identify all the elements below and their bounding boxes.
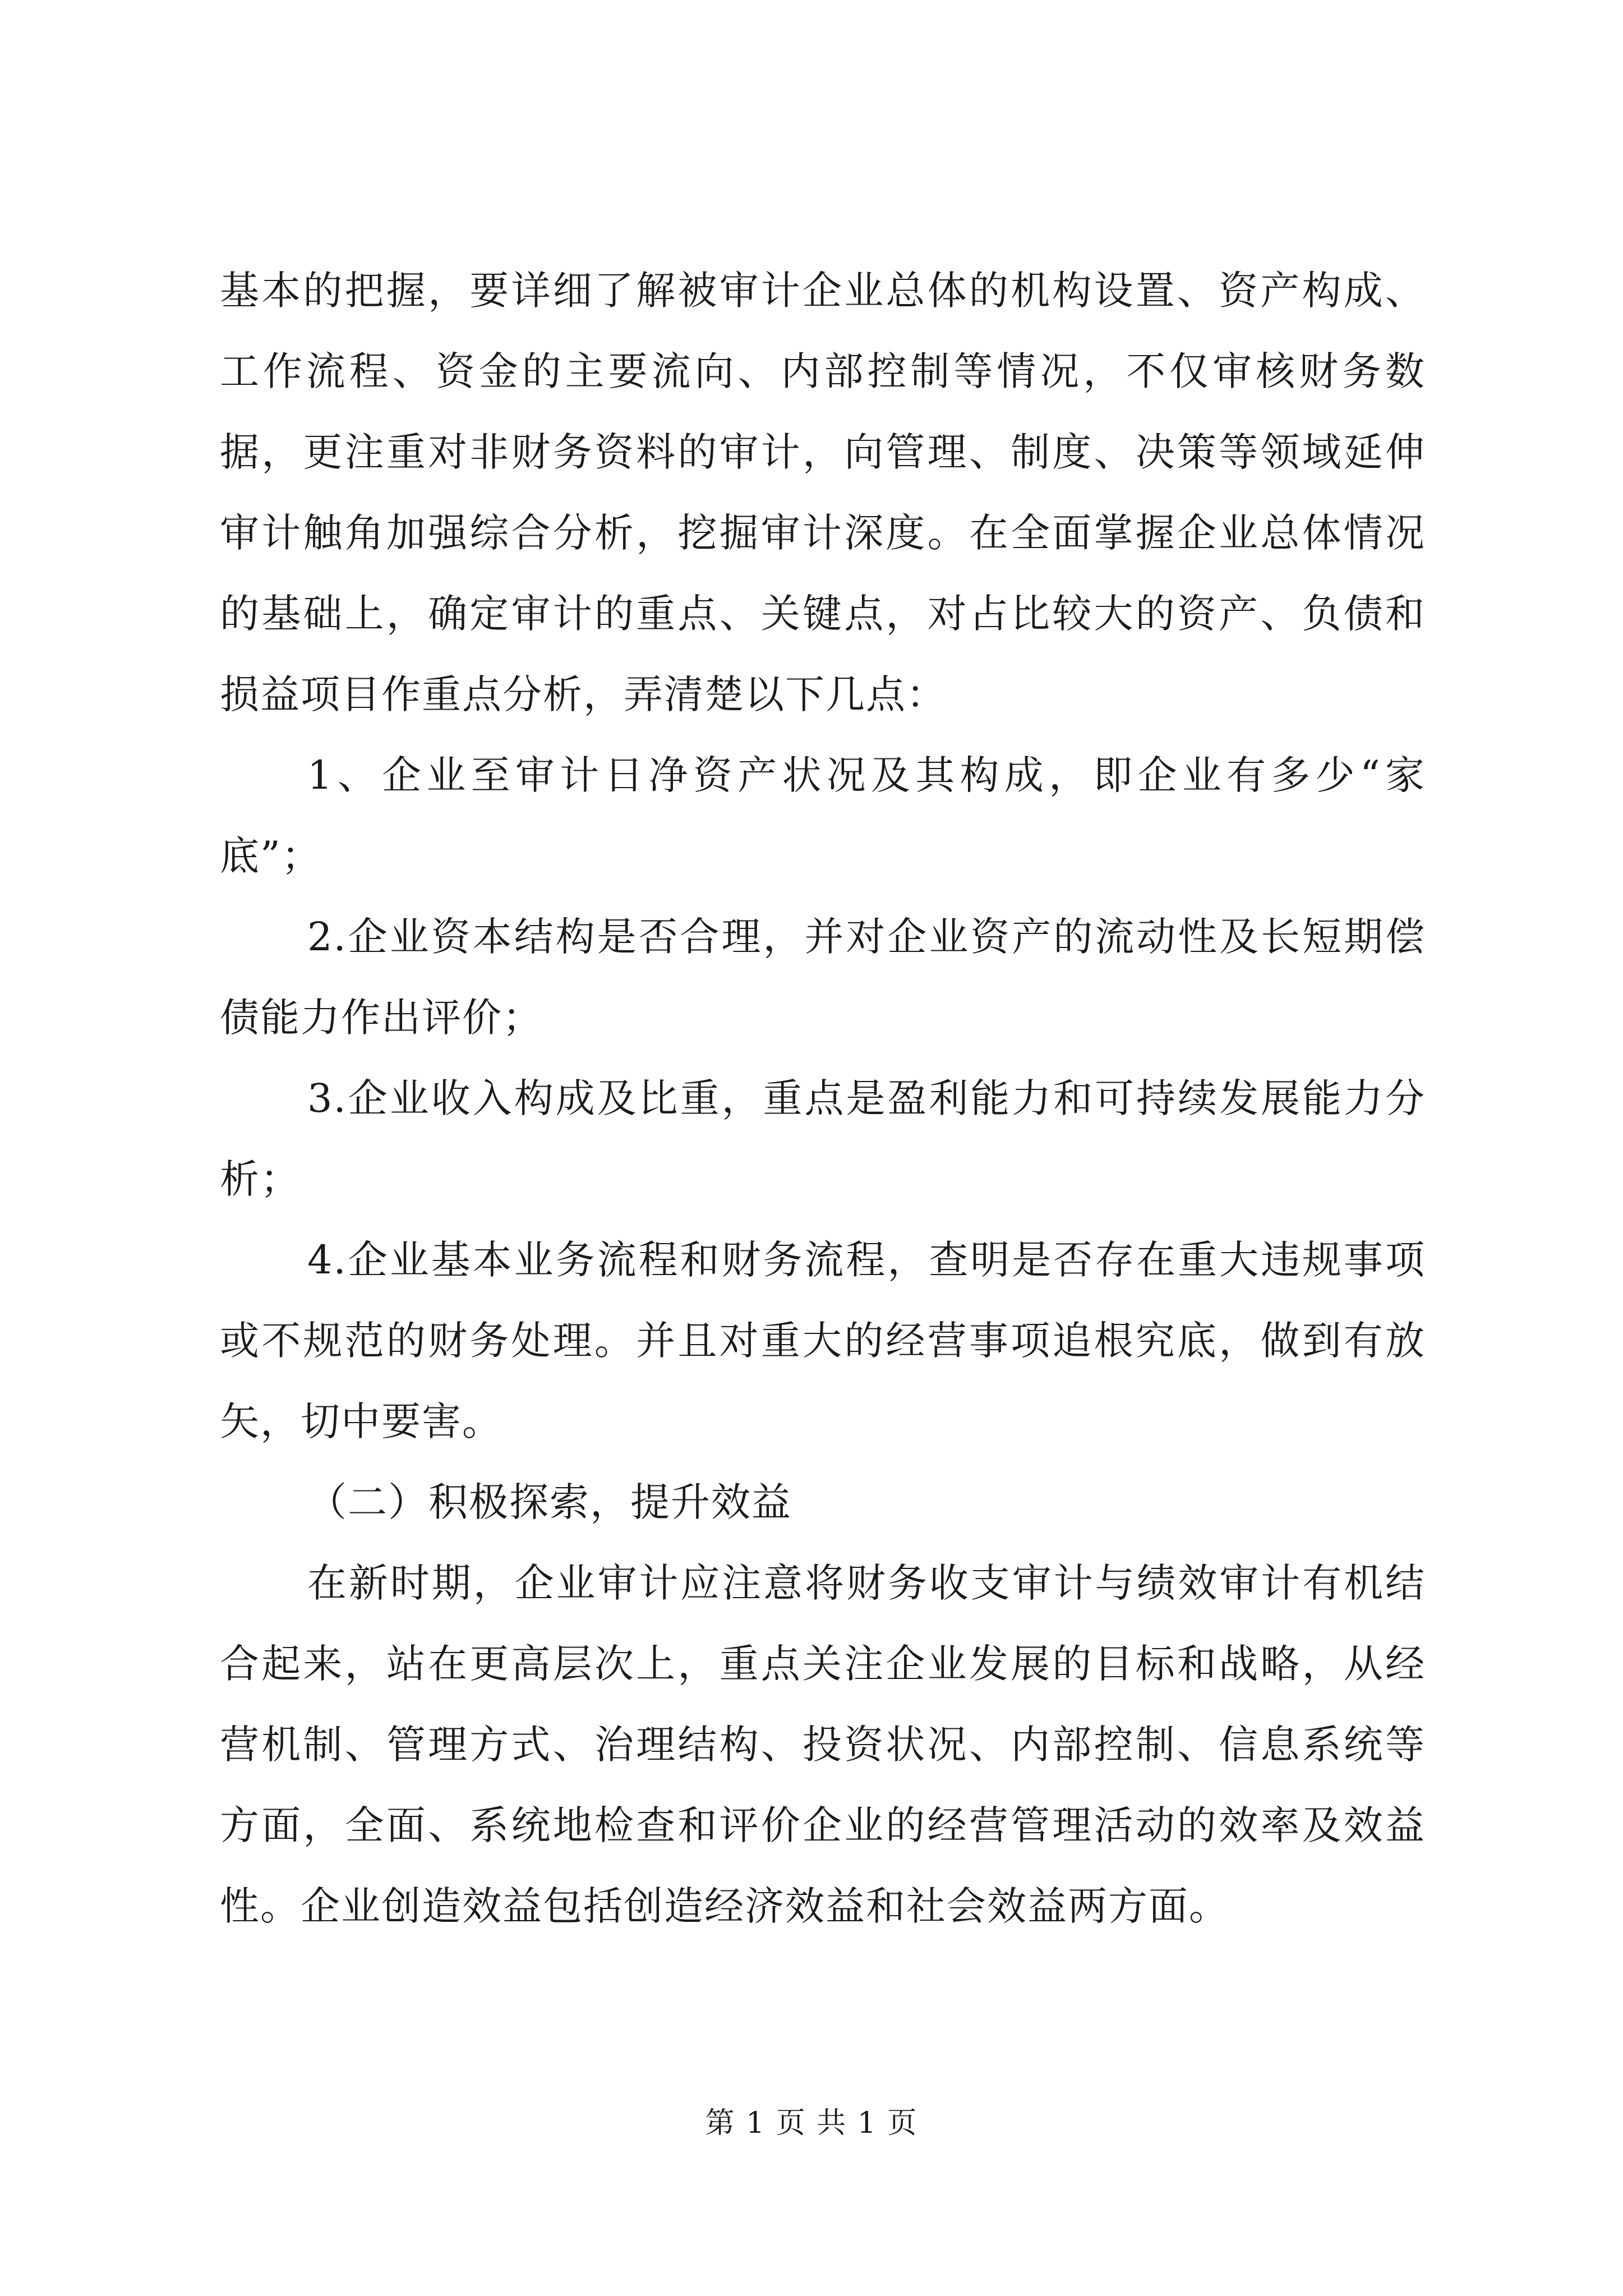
document-body	[220, 250, 1426, 1947]
list-item-2: 2.企业资本结构是否合理，并对企业资产的流动性及长短期偿债能力作出评价；	[220, 914, 1426, 1041]
list-item-1: 1、企业至审计日净资产状况及其构成，即企业有多少“家底”；	[220, 752, 1426, 879]
list-item-4: 4.企业基本业务流程和财务流程，查明是否存在重大违规事项或不规范的财务处理。并且对重大的经营事项追根究底，做到有放矢，切中要害。	[220, 1237, 1426, 1444]
paragraph-intro: 基本的把握，要详细了解被审计企业总体的机构设置、资产构成、工作流程、资金的主要流向、内部控制等情况，不仅审核财务数据，更注重对非财务资料的审计，向管理、制度、决策等领域延伸审计触角加强综合分析，挖掘审计深度。在全面掌握企业总体情况的基础上，确定审计的重点、关键点，对占比较大的资产、负债和损益项目作重点分析，弄清楚以下几点：	[220, 268, 1426, 717]
list-item-3: 3.企业收入构成及比重，重点是盈利能力和可持续发展能力分析；	[220, 1075, 1426, 1202]
page-number-footer: 第 1 页 共 1 页	[705, 2106, 918, 2140]
section-body-paragraph: 在新时期，企业审计应注意将财务收支审计与绩效审计有机结合起来，站在更高层次上，重点关注企业发展的目标和战略，从经营机制、管理方式、治理结构、投资状况、内部控制、信息系统等方面，全面、系统地检查和评价企业的经营管理活动的效率及效益性。企业创造效益包括创造经济效益和社会效益两方面。	[220, 1560, 1426, 1929]
section-heading: （二）积极探索，提升效益	[307, 1479, 792, 1525]
